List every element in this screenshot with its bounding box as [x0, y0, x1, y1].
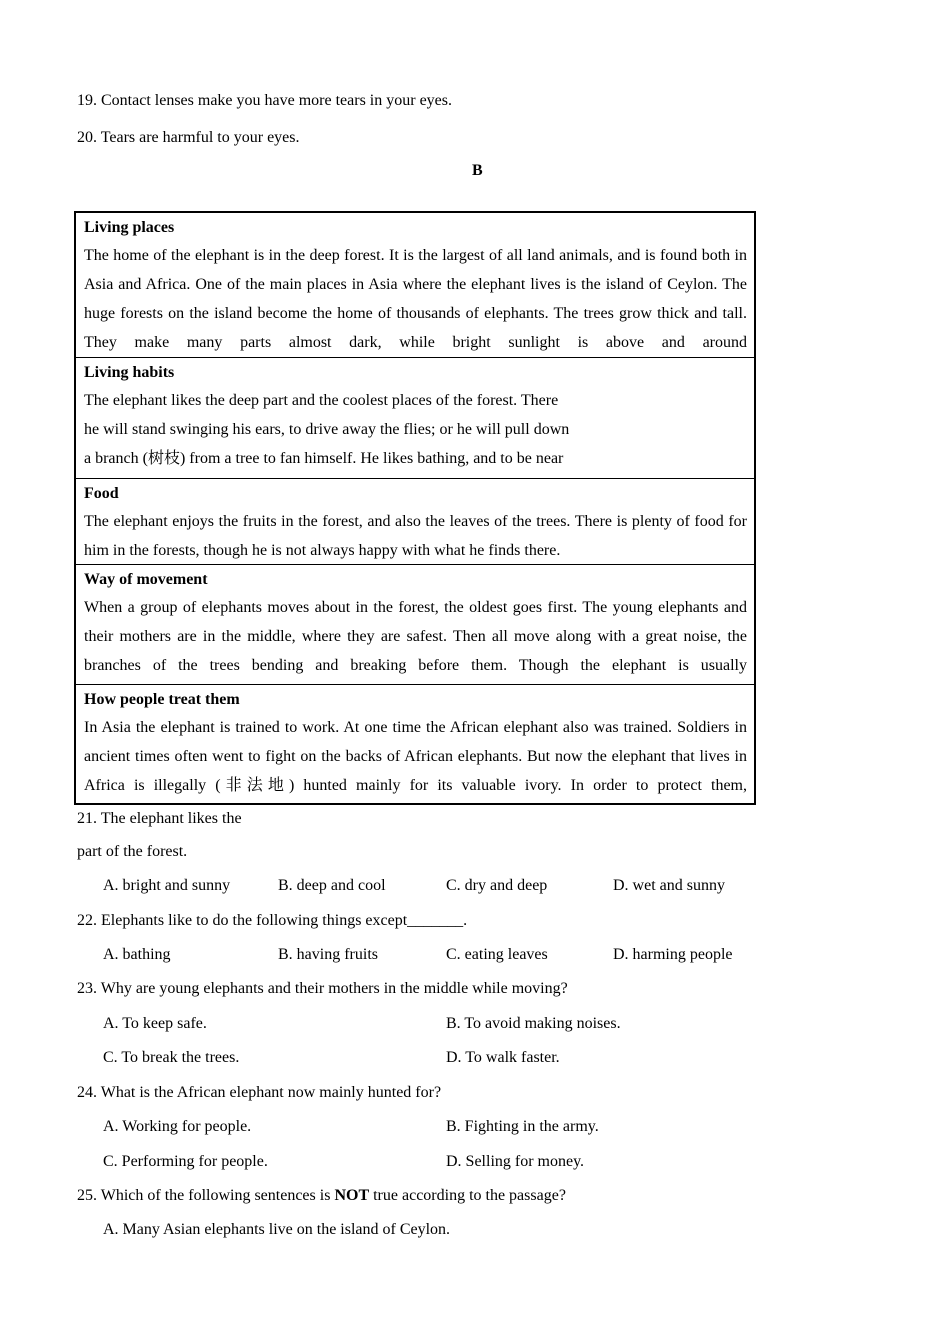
stem-text: 25. Which of the following sentences is	[77, 1187, 335, 1204]
cell-living-places	[76, 213, 754, 357]
option-23-a[interactable]: A. To keep safe.	[103, 1015, 207, 1032]
section-label: B	[472, 162, 483, 179]
question-20: 20. Tears are harmful to your eyes.	[77, 129, 300, 146]
option-23-b[interactable]: B. To avoid making noises.	[446, 1015, 621, 1032]
cell-living-habits	[76, 357, 754, 478]
question-25-stem	[77, 1186, 566, 1206]
cell-how-people-treat-them	[76, 684, 754, 803]
question-23-stem: 23. Why are young elephants and their mothers in the middle while moving?	[77, 980, 568, 997]
option-25-a[interactable]: A. Many Asian elephants live on the island of Ceylon.	[103, 1221, 451, 1238]
option-23-d[interactable]: D. To walk faster.	[446, 1049, 560, 1066]
option-21-b[interactable]: B. deep and cool	[278, 877, 386, 894]
cell-heading: Way of movement	[84, 571, 208, 588]
passage-table	[74, 211, 756, 805]
option-24-a[interactable]: A. Working for people.	[103, 1118, 252, 1135]
question-19: 19. Contact lenses make you have more tears in your eyes.	[77, 92, 452, 109]
question-21-stem: 21. The elephant likes the	[77, 810, 242, 827]
cell-heading: Living habits	[84, 364, 175, 381]
stem-text: true according to the passage?	[369, 1187, 566, 1204]
cell-text-line: he will stand swinging his ears, to drive away the flies; or he will pull down	[84, 421, 570, 438]
option-23-c[interactable]: C. To break the trees.	[103, 1049, 240, 1066]
question-24-stem: 24. What is the African elephant now mainly hunted for?	[77, 1084, 442, 1101]
cell-way-of-movement	[76, 564, 754, 684]
cell-heading: Food	[84, 485, 119, 502]
stem-emphasis: NOT	[334, 1187, 370, 1204]
cell-text: The home of the elephant is in the deep forest. It is the largest of all land animals, and is found both in Asia and Africa. One of the main places in Asia where the elephant lives is the island of Ceylon. The huge forests on the island become the home of thousands of elephants. The trees grow thick and tall. They make many parts almost dark, while bright sunlight is above and around	[84, 247, 747, 351]
cell-text: In Asia the elephant is trained to work. At one time the African elephant also was trained. Soldiers in ancient times often went to fight on the backs of African elephants. But now the elephant that lives in Africa is illegally (非法地) hunted mainly for its valuable ivory. In order to protect them,	[84, 719, 747, 794]
option-24-c[interactable]: C. Performing for people.	[103, 1153, 268, 1170]
option-24-d[interactable]: D. Selling for money.	[446, 1153, 585, 1170]
cell-text: The elephant enjoys the fruits in the forest, and also the leaves of the trees. There is plenty of food for him in the forests, though he is not always happy with what he finds there.	[84, 513, 747, 559]
option-21-a[interactable]: A. bright and sunny	[103, 877, 231, 894]
question-21-stem-cont: part of the forest.	[77, 843, 188, 860]
cell-heading: Living places	[84, 219, 175, 236]
question-22-stem: 22. Elephants like to do the following things except_______.	[77, 912, 468, 929]
cell-food	[76, 478, 754, 564]
cell-heading: How people treat them	[84, 691, 240, 708]
option-22-a[interactable]: A. bathing	[103, 946, 171, 963]
cell-text-line: a branch (树枝) from a tree to fan himself. He likes bathing, and to be near	[84, 450, 564, 467]
option-21-d[interactable]: D. wet and sunny	[613, 877, 725, 894]
option-24-b[interactable]: B. Fighting in the army.	[446, 1118, 599, 1135]
option-22-c[interactable]: C. eating leaves	[446, 946, 548, 963]
option-22-d[interactable]: D. harming people	[613, 946, 733, 963]
option-22-b[interactable]: B. having fruits	[278, 946, 378, 963]
cell-text-line: The elephant likes the deep part and the coolest places of the forest. There	[84, 392, 559, 409]
option-21-c[interactable]: C. dry and deep	[446, 877, 548, 894]
cell-text: When a group of elephants moves about in the forest, the oldest goes first. The young elephants and their mothers are in the middle, where they are safest. Then all move along with a great noise, the branches of the trees bending and breaking before them. Though the elephant is usually	[84, 599, 747, 674]
